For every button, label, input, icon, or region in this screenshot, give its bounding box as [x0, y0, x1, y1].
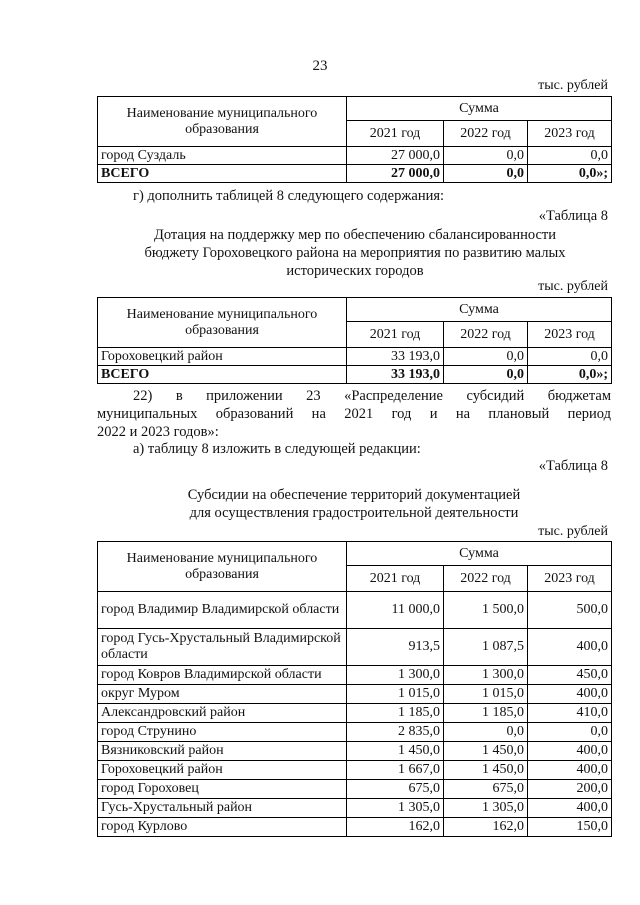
- table-3-title-line-1: Субсидии на обеспечение территорий документацией: [187, 487, 521, 503]
- header-year-2021: 2021 год: [347, 566, 444, 592]
- header-name: Наименование муниципального образования: [98, 542, 347, 592]
- cell-2023: 0,0: [528, 723, 612, 742]
- header-year-2021: 2021 год: [347, 322, 444, 348]
- cell-2022: 1 305,0: [444, 799, 528, 818]
- total-row: [98, 366, 612, 384]
- cell-2022: 0,0: [444, 147, 528, 165]
- table-row: [98, 666, 612, 685]
- cell-2022: 0,0: [444, 348, 528, 366]
- cell-2021: 1 185,0: [347, 704, 444, 723]
- table-2: [97, 297, 612, 384]
- cell-2022: 1 450,0: [444, 761, 528, 780]
- header-sum: Сумма: [347, 542, 612, 566]
- total-2023: 0,0»;: [528, 366, 612, 384]
- header-sum: Сумма: [347, 298, 612, 322]
- header-sum: Сумма: [347, 97, 612, 121]
- cell-2023: 400,0: [528, 629, 612, 666]
- cell-2021: 162,0: [347, 818, 444, 837]
- cell-name: город Гороховец: [98, 780, 347, 799]
- text-item-a: а) таблицу 8 изложить в следующей редакции:: [133, 441, 421, 457]
- cell-2021: 33 193,0: [347, 348, 444, 366]
- cell-name: Вязниковский район: [98, 742, 347, 761]
- cell-2021: 675,0: [347, 780, 444, 799]
- header-year-2022: 2022 год: [444, 566, 528, 592]
- cell-2022: 1 087,5: [444, 629, 528, 666]
- table-row: [98, 348, 612, 366]
- cell-2022: 1 185,0: [444, 704, 528, 723]
- header-name: Наименование муниципального образования: [98, 97, 347, 147]
- cell-2022: 1 450,0: [444, 742, 528, 761]
- total-label: ВСЕГО: [98, 366, 347, 384]
- cell-2023: 410,0: [528, 704, 612, 723]
- cell-name: Гороховецкий район: [98, 761, 347, 780]
- cell-2023: 450,0: [528, 666, 612, 685]
- total-2021: 33 193,0: [347, 366, 444, 384]
- cell-2022: 0,0: [444, 723, 528, 742]
- item-22-line-1: 22) в приложении 23 «Распределение субсидий бюджетам: [133, 388, 611, 404]
- cell-2023: 400,0: [528, 742, 612, 761]
- table-1: [97, 96, 612, 183]
- text-item-g: г) дополнить таблицей 8 следующего содержания:: [133, 188, 445, 204]
- cell-2023: 400,0: [528, 799, 612, 818]
- table-row: [98, 685, 612, 704]
- table-row: [98, 723, 612, 742]
- cell-2023: 200,0: [528, 780, 612, 799]
- table-3: [97, 541, 612, 837]
- header-year-2023: 2023 год: [528, 121, 612, 147]
- cell-2021: 1 667,0: [347, 761, 444, 780]
- units-label: тыс. рублей: [538, 78, 608, 93]
- cell-2021: 1 305,0: [347, 799, 444, 818]
- table-row: [98, 761, 612, 780]
- cell-2021: 1 450,0: [347, 742, 444, 761]
- total-2022: 0,0: [444, 165, 528, 183]
- units-label: тыс. рублей: [538, 524, 608, 539]
- total-2023: 0,0»;: [528, 165, 612, 183]
- cell-2023: 500,0: [528, 592, 612, 629]
- item-22-line-2: муниципальных образований на 2021 год и на плановый период: [97, 406, 611, 422]
- cell-name: Гороховецкий район: [98, 348, 347, 366]
- cell-name: город Ковров Владимирской области: [98, 666, 347, 685]
- cell-2022: 675,0: [444, 780, 528, 799]
- cell-2021: 2 835,0: [347, 723, 444, 742]
- header-name: Наименование муниципального образования: [98, 298, 347, 348]
- cell-2021: 913,5: [347, 629, 444, 666]
- item-22-line-3: 2022 и 2023 годов»:: [97, 424, 219, 440]
- total-label: ВСЕГО: [98, 165, 347, 183]
- total-row: [98, 165, 612, 183]
- table-row: [98, 147, 612, 165]
- table-row: [98, 799, 612, 818]
- cell-2023: 150,0: [528, 818, 612, 837]
- header-year-2022: 2022 год: [444, 121, 528, 147]
- cell-2021: 11 000,0: [347, 592, 444, 629]
- cell-2021: 1 300,0: [347, 666, 444, 685]
- cell-name: Гусь-Хрустальный район: [98, 799, 347, 818]
- page-number: 23: [312, 58, 328, 74]
- table-3-title-line-2: для осуществления градостроительной деятельности: [189, 505, 519, 521]
- table-8-ref: «Таблица 8: [538, 458, 608, 474]
- table-2-title: Дотация на поддержку мер по обеспечению сбалансированности бюджету Гороховецкого района на мероприятия по развитию малых исторических городов: [144, 227, 566, 279]
- cell-name: Александровский район: [98, 704, 347, 723]
- table-row: [98, 704, 612, 723]
- cell-2022: 1 300,0: [444, 666, 528, 685]
- cell-2021: 27 000,0: [347, 147, 444, 165]
- cell-2023: 400,0: [528, 761, 612, 780]
- table-row: [98, 742, 612, 761]
- cell-name: город Гусь-Хрустальный Владимирской области: [98, 629, 347, 666]
- cell-name: город Струнино: [98, 723, 347, 742]
- cell-2023: 0,0: [528, 348, 612, 366]
- units-label: тыс. рублей: [538, 279, 608, 294]
- header-year-2023: 2023 год: [528, 566, 612, 592]
- table-8-ref: «Таблица 8: [538, 208, 608, 224]
- header-year-2021: 2021 год: [347, 121, 444, 147]
- cell-name: город Суздаль: [98, 147, 347, 165]
- cell-2022: 1 500,0: [444, 592, 528, 629]
- header-year-2023: 2023 год: [528, 322, 612, 348]
- total-2021: 27 000,0: [347, 165, 444, 183]
- header-year-2022: 2022 год: [444, 322, 528, 348]
- table-row: [98, 818, 612, 837]
- cell-name: город Курлово: [98, 818, 347, 837]
- cell-2021: 1 015,0: [347, 685, 444, 704]
- table-row: [98, 780, 612, 799]
- total-2022: 0,0: [444, 366, 528, 384]
- cell-2023: 400,0: [528, 685, 612, 704]
- cell-2022: 162,0: [444, 818, 528, 837]
- cell-2022: 1 015,0: [444, 685, 528, 704]
- table-row: [98, 629, 612, 666]
- cell-name: округ Муром: [98, 685, 347, 704]
- table-row: [98, 592, 612, 629]
- cell-2023: 0,0: [528, 147, 612, 165]
- cell-name: город Владимир Владимирской области: [98, 592, 347, 629]
